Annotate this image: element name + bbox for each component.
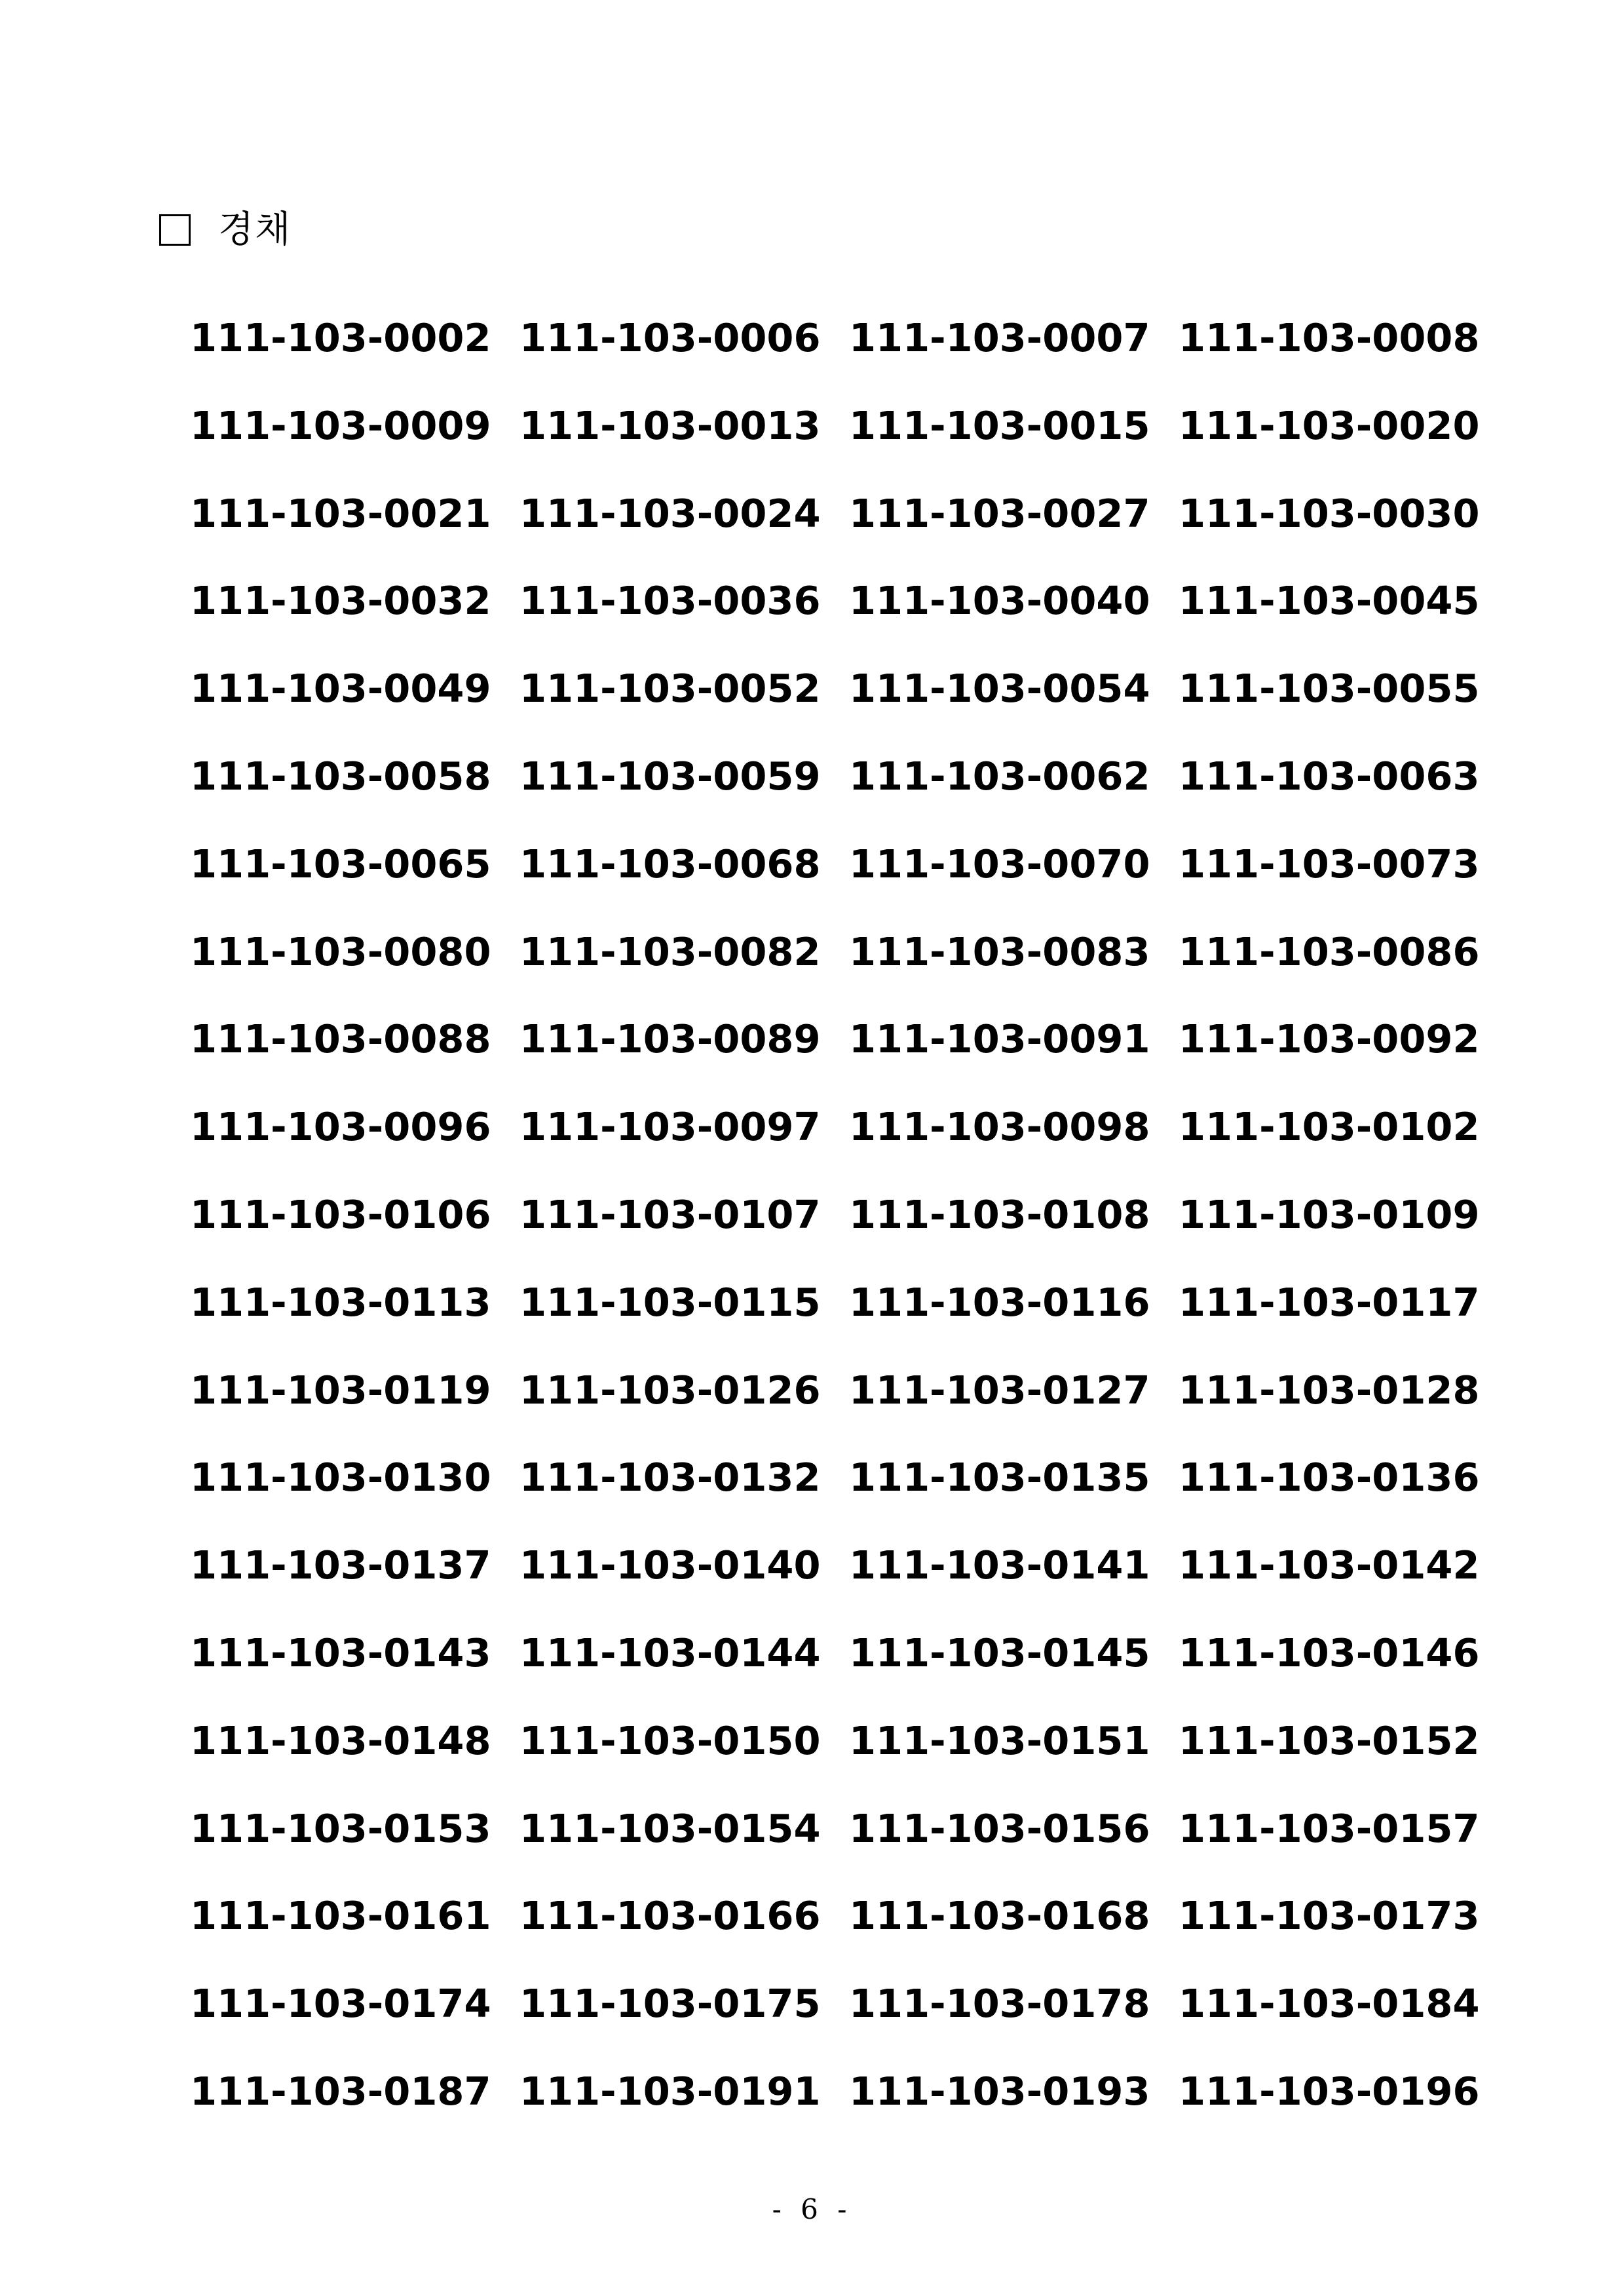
code-item: 111-103-0157 — [1179, 1805, 1480, 1851]
code-item: 111-103-0130 — [190, 1455, 491, 1501]
code-item: 111-103-0117 — [1179, 1279, 1480, 1325]
code-item: 111-103-0073 — [1179, 841, 1480, 887]
code-item: 111-103-0062 — [849, 753, 1150, 799]
code-item: 111-103-0193 — [849, 2068, 1150, 2114]
code-item: 111-103-0030 — [1179, 490, 1480, 536]
code-item: 111-103-0146 — [1179, 1630, 1480, 1675]
code-item: 111-103-0126 — [519, 1367, 821, 1413]
code-item: 111-103-0166 — [519, 1893, 821, 1939]
code-item: 111-103-0015 — [849, 402, 1150, 448]
code-item: 111-103-0088 — [190, 1016, 491, 1062]
code-item: 111-103-0008 — [1179, 315, 1480, 360]
code-item: 111-103-0128 — [1179, 1367, 1480, 1413]
code-item: 111-103-0109 — [1179, 1191, 1480, 1237]
code-item: 111-103-0153 — [190, 1805, 491, 1851]
code-item: 111-103-0127 — [849, 1367, 1150, 1413]
code-item: 111-103-0027 — [849, 490, 1150, 536]
code-item: 111-103-0082 — [519, 928, 821, 974]
code-item: 111-103-0054 — [849, 666, 1150, 712]
code-item: 111-103-0102 — [1179, 1104, 1480, 1150]
code-item: 111-103-0184 — [1179, 1981, 1480, 2027]
code-item: 111-103-0006 — [519, 315, 821, 360]
code-item: 111-103-0161 — [190, 1893, 491, 1939]
code-item: 111-103-0086 — [1179, 928, 1480, 974]
code-item: 111-103-0058 — [190, 753, 491, 799]
code-item: 111-103-0113 — [190, 1279, 491, 1325]
code-item: 111-103-0021 — [190, 490, 491, 536]
code-item: 111-103-0119 — [190, 1367, 491, 1413]
code-item: 111-103-0089 — [519, 1016, 821, 1062]
code-item: 111-103-0132 — [519, 1455, 821, 1501]
code-item: 111-103-0143 — [190, 1630, 491, 1675]
code-item: 111-103-0148 — [190, 1717, 491, 1763]
code-item: 111-103-0002 — [190, 315, 491, 360]
code-item: 111-103-0135 — [849, 1455, 1150, 1501]
empty-square-icon — [159, 214, 191, 246]
code-item: 111-103-0059 — [519, 753, 821, 799]
code-item: 111-103-0083 — [849, 928, 1150, 974]
code-item: 111-103-0055 — [1179, 666, 1480, 712]
code-item: 111-103-0013 — [519, 402, 821, 448]
code-item: 111-103-0049 — [190, 666, 491, 712]
code-item: 111-103-0174 — [190, 1981, 491, 2027]
section-heading — [159, 208, 292, 252]
code-item: 111-103-0045 — [1179, 578, 1480, 624]
code-item: 111-103-0116 — [849, 1279, 1150, 1325]
code-item: 111-103-0196 — [1179, 2068, 1480, 2114]
code-item: 111-103-0052 — [519, 666, 821, 712]
code-item: 111-103-0156 — [849, 1805, 1150, 1851]
code-item: 111-103-0108 — [849, 1191, 1150, 1237]
code-item: 111-103-0096 — [190, 1104, 491, 1150]
code-item: 111-103-0145 — [849, 1630, 1150, 1675]
code-item: 111-103-0150 — [519, 1717, 821, 1763]
code-item: 111-103-0020 — [1179, 402, 1480, 448]
page-number: - 6 - — [772, 2193, 852, 2225]
code-list — [190, 312, 1500, 2153]
code-item: 111-103-0065 — [190, 841, 491, 887]
code-item: 111-103-0168 — [849, 1893, 1150, 1939]
code-item: 111-103-0091 — [849, 1016, 1150, 1062]
code-item: 111-103-0098 — [849, 1104, 1150, 1150]
code-item: 111-103-0106 — [190, 1191, 491, 1237]
code-item: 111-103-0142 — [1179, 1542, 1480, 1588]
code-item: 111-103-0144 — [519, 1630, 821, 1675]
code-item: 111-103-0040 — [849, 578, 1150, 624]
code-item: 111-103-0092 — [1179, 1016, 1480, 1062]
code-item: 111-103-0068 — [519, 841, 821, 887]
code-item: 111-103-0032 — [190, 578, 491, 624]
code-item: 111-103-0187 — [190, 2068, 491, 2114]
code-item: 111-103-0140 — [519, 1542, 821, 1588]
code-item: 111-103-0173 — [1179, 1893, 1480, 1939]
code-item: 111-103-0191 — [519, 2068, 821, 2114]
section-title: 경채 — [218, 208, 292, 251]
code-item: 111-103-0151 — [849, 1717, 1150, 1763]
code-item: 111-103-0175 — [519, 1981, 821, 2027]
code-item: 111-103-0007 — [849, 315, 1150, 360]
code-item: 111-103-0063 — [1179, 753, 1480, 799]
code-item: 111-103-0097 — [519, 1104, 821, 1150]
code-item: 111-103-0107 — [519, 1191, 821, 1237]
code-item: 111-103-0137 — [190, 1542, 491, 1588]
code-item: 111-103-0115 — [519, 1279, 821, 1325]
code-item: 111-103-0036 — [519, 578, 821, 624]
code-item: 111-103-0178 — [849, 1981, 1150, 2027]
code-item: 111-103-0070 — [849, 841, 1150, 887]
code-item: 111-103-0152 — [1179, 1717, 1480, 1763]
code-item: 111-103-0154 — [519, 1805, 821, 1851]
code-item: 111-103-0009 — [190, 402, 491, 448]
code-item: 111-103-0080 — [190, 928, 491, 974]
code-item: 111-103-0136 — [1179, 1455, 1480, 1501]
code-item: 111-103-0024 — [519, 490, 821, 536]
code-item: 111-103-0141 — [849, 1542, 1150, 1588]
